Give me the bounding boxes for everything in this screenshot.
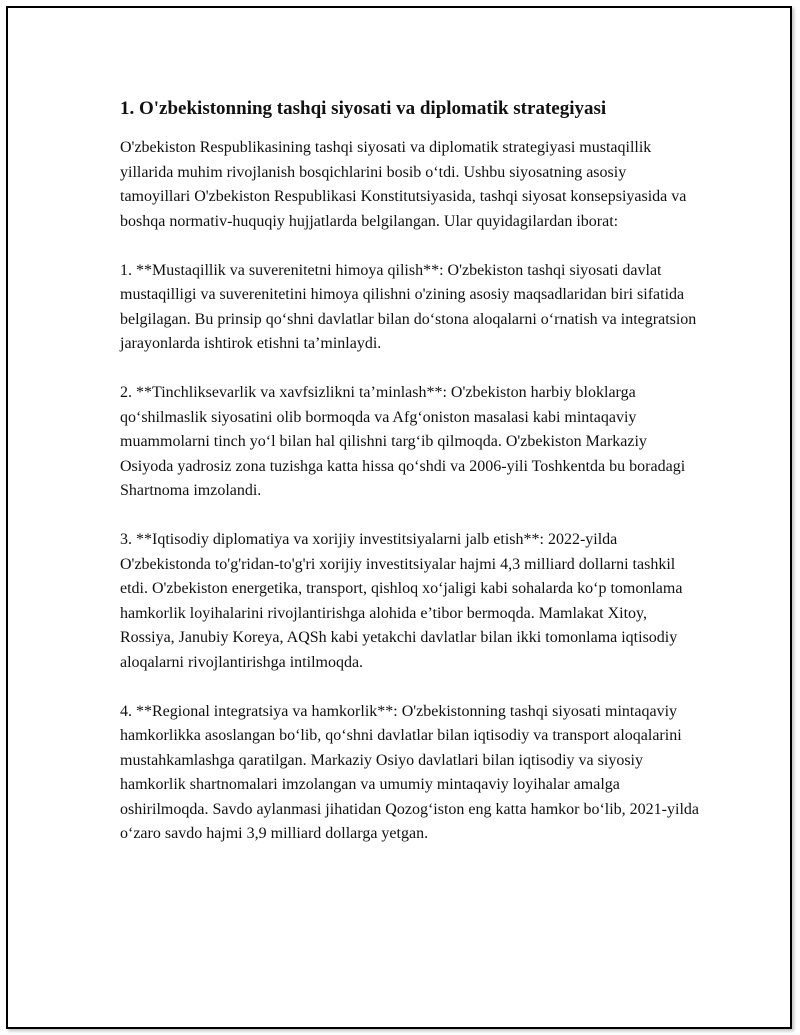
document-page: [6, 6, 792, 1029]
paragraph-economic-diplomacy: 3. **Iqtisodiy diplomatiya va xorijiy investitsiyalarni jalb etish**: 2022-yilda O'zbekistonda to'g'ridan-to'g'ri xorijiy investitsiyalar hajmi 4,3 milliard dollarni tashkil etdi. O'zbekiston energetika, transport, qishloq xo‘jaligi kabi sohalarda ko‘p tomonlama hamkorlik loyihalarini rivojlantirishga alohida e’tibor bermoqda. Mamlakat Xitoy, Rossiya, Janubiy Koreya, AQSh kabi yetakchi davlatlar bilan ikki tomonlama iqtisodiy aloqalarni rivojlantirishga intilmoqda.: [120, 531, 683, 671]
paragraph-security: 2. **Tinchliksevarlik va xavfsizlikni ta’minlash**: O'zbekiston harbiy bloklarga qo‘shilmaslik siyosatini olib bormoqda va Afg‘oniston masalasi kabi mintaqaviy muammolarni tinch yo‘l bilan hal qilishni targ‘ib qilmoqda. O'zbekiston Markaziy Osiyoda yadrosiz zona tuzishga katta hissa qo‘shdi va 2006-yili Toshkentda bu boradagi Shartnoma imzolandi.: [120, 384, 686, 499]
intro-paragraph: O'zbekiston Respublikasining tashqi siyosati va diplomatik strategiyasi mustaqillik yillarida muhim rivojlanish bosqichlarini bosib o‘tdi. Ushbu siyosatning asosiy tamoyillari O'zbekiston Respublikasi Konstitutsiyasida, tashqi siyosat konsepsiyasida va boshqa normativ-huquqiy hujjatlarda belgilangan. Ular quyidagilardan iborat:: [120, 139, 687, 230]
document-content: [120, 96, 700, 871]
paragraph-sovereignty: 1. **Mustaqillik va suverenitetni himoya qilish**: O'zbekiston tashqi siyosati davlat mustaqilligi va suverenitetini himoya qilishni o'zining asosiy maqsadlaridan biri sifatida belgilagan. Bu prinsip qo‘shni davlatlar bilan do‘stona aloqalarni o‘rnatish va integratsion jarayonlarda ishtirok etishni ta’minlaydi.: [120, 261, 697, 352]
document-title: 1. O'zbekistonning tashqi siyosati va diplomatik strategiyasi: [120, 98, 607, 119]
paragraph-regional-integration: 4. **Regional integratsiya va hamkorlik**: O'zbekistonning tashqi siyosati mintaqaviy hamkorlikka asoslangan bo‘lib, qo‘shni davlatlar bilan iqtisodiy va transport aloqalarini mustahkamlashga qaratilgan. Markaziy Osiyo davlatlari bilan iqtisodiy va siyosiy hamkorlik shartnomalari imzolangan va umumiy mintaqaviy loyihalar amalga oshirilmoqda. Savdo aylanmasi jihatidan Qozog‘iston eng katta hamkor bo‘lib, 2021-yilda o‘zaro savdo hajmi 3,9 milliard dollarga yetgan.: [120, 702, 699, 842]
